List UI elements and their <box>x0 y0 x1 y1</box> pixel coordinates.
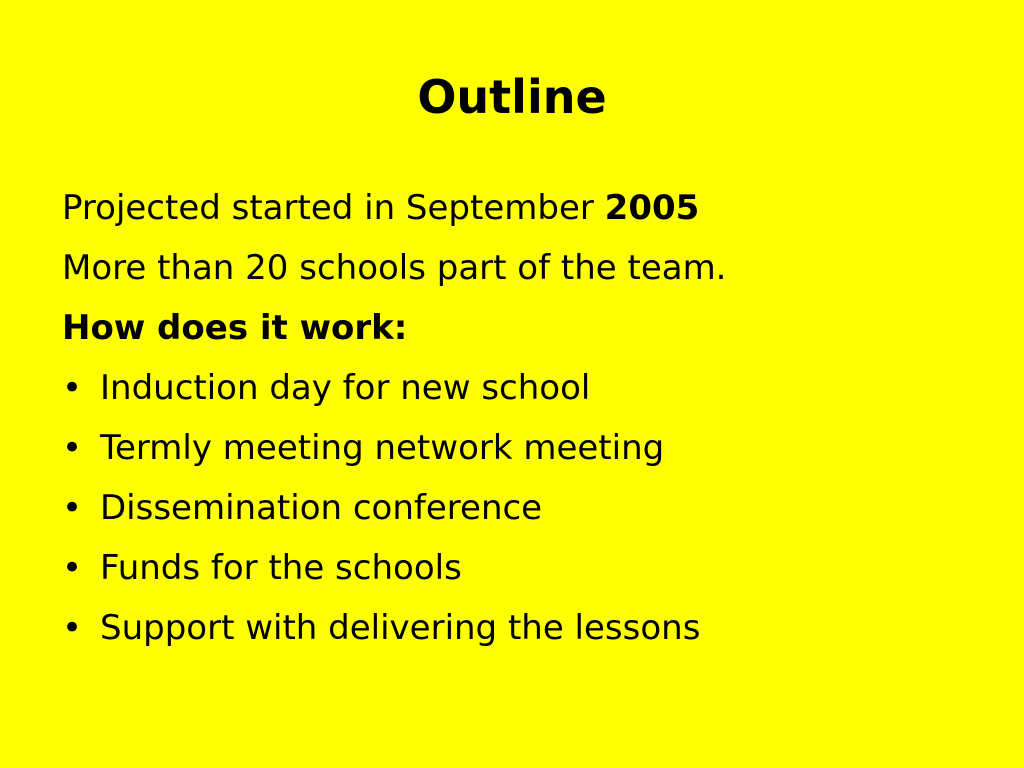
bullet-item-termly-meeting <box>62 418 1002 478</box>
bullet-icon: • <box>62 428 83 468</box>
bullet-text: Dissemination conference <box>100 488 543 528</box>
bullet-icon: • <box>62 548 83 588</box>
project-start-year: 2005 <box>604 188 700 228</box>
bullet-item-funds <box>62 538 1002 598</box>
bullet-icon: • <box>62 368 83 408</box>
bullet-text: Termly meeting network meeting <box>100 428 665 468</box>
bullet-item-support <box>62 598 1002 658</box>
bullet-text: Funds for the schools <box>100 548 462 588</box>
slide-title: Outline <box>417 70 607 124</box>
bullet-text: Support with delivering the lessons <box>100 608 701 648</box>
slide-body <box>62 178 1002 658</box>
project-start-text: Projected started in September <box>62 188 605 228</box>
schools-count-line: More than 20 schools part of the team. <box>62 248 727 288</box>
how-it-works-heading: How does it work: <box>62 308 408 348</box>
bullet-icon: • <box>62 488 83 528</box>
bullet-item-dissemination <box>62 478 1002 538</box>
bullet-text: Induction day for new school <box>100 368 591 408</box>
bullet-item-induction <box>62 358 1002 418</box>
project-start-line <box>62 178 1002 238</box>
bullet-icon: • <box>62 608 83 648</box>
